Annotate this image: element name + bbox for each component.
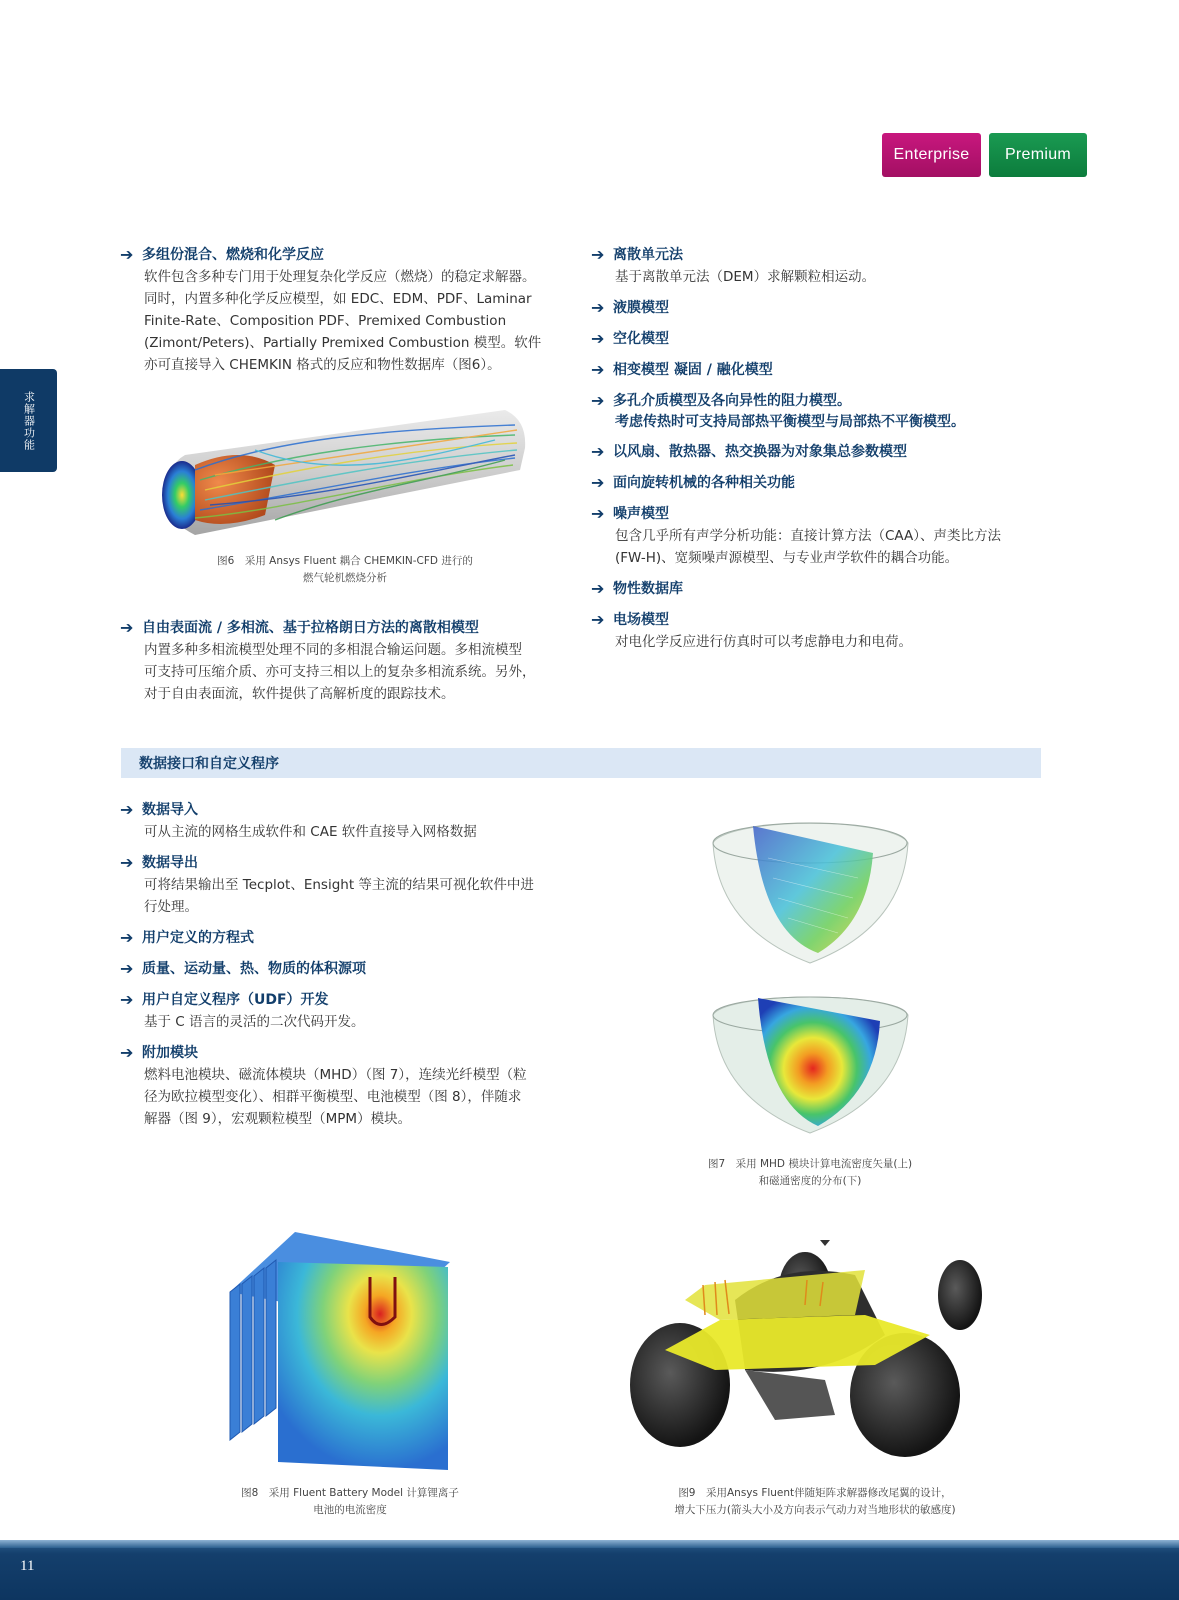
body-line: 软件包含多种专门用于处理复杂化学反应（燃烧）的稳定求解器。	[144, 269, 536, 285]
figure-9-racecar-image	[625, 1240, 995, 1460]
item-heading: 离散单元法	[613, 247, 683, 263]
multiphase-section	[120, 617, 568, 714]
figure-7-caption	[690, 1156, 930, 1190]
item-heading: 物性数据库	[613, 581, 683, 597]
arrow-icon: ➔	[591, 442, 605, 461]
section-band-title: 数据接口和自定义程序	[121, 748, 1041, 778]
list-item	[591, 472, 1041, 494]
side-chapter-tab[interactable]	[0, 369, 57, 472]
item-subheading: 考虑传热时可支持局部热平衡模型与局部热不平衡模型。	[615, 414, 965, 430]
item-heading: 数据导入	[142, 802, 198, 818]
body-line: 同时，内置多种化学反应模型，如 EDC、EDM、PDF、Laminar	[144, 291, 532, 307]
arrow-icon: ➔	[120, 1043, 134, 1062]
item-heading: 附加模块	[142, 1045, 198, 1061]
item-heading: 空化模型	[613, 331, 669, 347]
list-item	[591, 441, 1041, 463]
item-heading: 面向旋转机械的各种相关功能	[613, 475, 795, 491]
premium-badge: Premium	[989, 133, 1087, 177]
arrow-icon: ➔	[591, 579, 605, 598]
section-heading: 自由表面流 / 多相流、基于拉格朗日方法的离散相模型	[142, 620, 479, 636]
arrow-icon: ➔	[591, 504, 605, 523]
caption-line: 图7 采用 MHD 模块计算电流密度矢量(上)	[707, 1158, 913, 1170]
right-features-list	[591, 244, 1041, 662]
caption-line: 图6 采用 Ansys Fluent 耦合 CHEMKIN-CFD 进行的	[217, 555, 473, 567]
section-body	[120, 639, 568, 705]
body-line: 内置多种多相流模型处理不同的多相混合输运问题。多相流模型	[144, 642, 522, 658]
figure-9-caption	[645, 1485, 985, 1519]
body-line: 可从主流的网格生成软件和 CAE 软件直接导入网格数据	[144, 824, 477, 840]
item-heading: 数据导出	[142, 855, 198, 871]
body-line: (FW-H)、宽频噪声源模型、与专业声学软件的耦合功能。	[615, 550, 959, 566]
body-line: 径为欧拉模型变化）、相群平衡模型、电池模型（图 8），伴随求	[144, 1089, 522, 1105]
list-item	[591, 359, 1041, 381]
arrow-icon: ➔	[120, 959, 134, 978]
arrow-icon: ➔	[591, 245, 605, 264]
section-body	[120, 266, 568, 376]
caption-line: 电池的电流密度	[313, 1504, 387, 1516]
combustion-section	[120, 244, 568, 385]
caption-line: 和磁通密度的分布(下)	[758, 1175, 862, 1187]
body-line: 可支持可压缩介质、亦可支持三相以上的复杂多相流系统。另外，	[144, 664, 536, 680]
list-item	[120, 927, 568, 949]
arrow-icon: ➔	[120, 990, 134, 1009]
caption-line: 图8 采用 Fluent Battery Model 计算锂离子	[241, 1487, 459, 1499]
item-heading: 噪声模型	[613, 506, 669, 522]
list-item	[591, 609, 1041, 653]
body-line: 解器（图 9），宏观颗粒模型（MPM）模块。	[144, 1111, 412, 1127]
figure-6-caption	[190, 553, 500, 587]
list-item	[120, 852, 568, 918]
side-tab-label: 求解器功能	[22, 391, 36, 451]
arrow-icon: ➔	[120, 245, 134, 264]
enterprise-badge: Enterprise	[882, 133, 981, 177]
figure-8-caption	[225, 1485, 475, 1519]
arrow-icon: ➔	[120, 800, 134, 819]
list-item	[591, 244, 1041, 288]
item-heading: 电场模型	[613, 612, 669, 628]
item-heading: 质量、运动量、热、物质的体积源项	[142, 961, 366, 977]
body-line: 燃料电池模块、磁流体模块（MHD）（图 7），连续光纤模型（粒	[144, 1067, 527, 1083]
body-line: 可将结果输出至 Tecplot、Ensight 等主流的结果可视化软件中进	[144, 877, 534, 893]
list-item	[120, 799, 568, 843]
caption-line: 燃气轮机燃烧分析	[303, 572, 387, 584]
item-heading: 用户定义的方程式	[142, 930, 254, 946]
arrow-icon: ➔	[591, 329, 605, 348]
list-item	[120, 1042, 568, 1130]
arrow-icon: ➔	[120, 853, 134, 872]
body-line: 对于自由表面流，软件提供了高解析度的跟踪技术。	[144, 686, 455, 702]
item-heading: 用户自定义程序（UDF）开发	[142, 992, 329, 1008]
caption-line: 图9 采用Ansys Fluent伴随矩阵求解器修改尾翼的设计，	[678, 1487, 952, 1499]
figure-8-battery-image	[220, 1222, 460, 1477]
list-item	[120, 958, 568, 980]
body-line: 基于离散单元法（DEM）求解颗粒相运动。	[615, 269, 876, 285]
figure-6-combustor-image	[155, 410, 535, 550]
item-heading: 多孔介质模型及各向异性的阻力模型。	[613, 393, 851, 409]
figure-7-flux-density-image	[708, 993, 913, 1138]
item-heading: 液膜模型	[613, 300, 669, 316]
body-line: (Zimont/Peters)、Partially Premixed Combustion 模型。软件	[144, 335, 542, 351]
body-line: 亦可直接导入 CHEMKIN 格式的反应和物性数据库（图6）。	[144, 357, 501, 373]
arrow-icon: ➔	[120, 618, 134, 637]
body-line: 基于 C 语言的灵活的二次代码开发。	[144, 1014, 365, 1030]
arrow-icon: ➔	[591, 391, 605, 410]
list-item	[591, 503, 1041, 569]
arrow-icon: ➔	[591, 473, 605, 492]
list-item	[120, 989, 568, 1033]
body-line: Finite-Rate、Composition PDF、Premixed Combustion	[144, 313, 507, 329]
body-line: 包含几乎所有声学分析功能：直接计算方法（CAA）、声类比方法	[615, 528, 1002, 544]
arrow-icon: ➔	[591, 610, 605, 629]
figure-7-current-density-image	[708, 818, 913, 968]
arrow-icon: ➔	[591, 298, 605, 317]
body-line: 对电化学反应进行仿真时可以考虑静电力和电荷。	[615, 634, 912, 650]
item-heading: 相变模型 凝固 / 融化模型	[613, 362, 773, 378]
list-item	[591, 297, 1041, 319]
data-interface-list	[120, 799, 568, 1139]
list-item	[591, 578, 1041, 600]
section-heading: 多组份混合、燃烧和化学反应	[142, 247, 324, 263]
caption-line: 增大下压力(箭头大小及方向表示气动力对当地形状的敏感度)	[674, 1504, 956, 1516]
page-number: 11	[20, 1558, 35, 1574]
list-item	[591, 390, 1041, 432]
item-heading: 以风扇、散热器、热交换器为对象集总参数模型	[613, 444, 907, 460]
page-footer	[0, 1540, 1179, 1600]
footer-highlight	[0, 1540, 1179, 1548]
list-item	[591, 328, 1041, 350]
arrow-icon: ➔	[591, 360, 605, 379]
arrow-icon: ➔	[120, 928, 134, 947]
body-line: 行处理。	[144, 899, 198, 915]
